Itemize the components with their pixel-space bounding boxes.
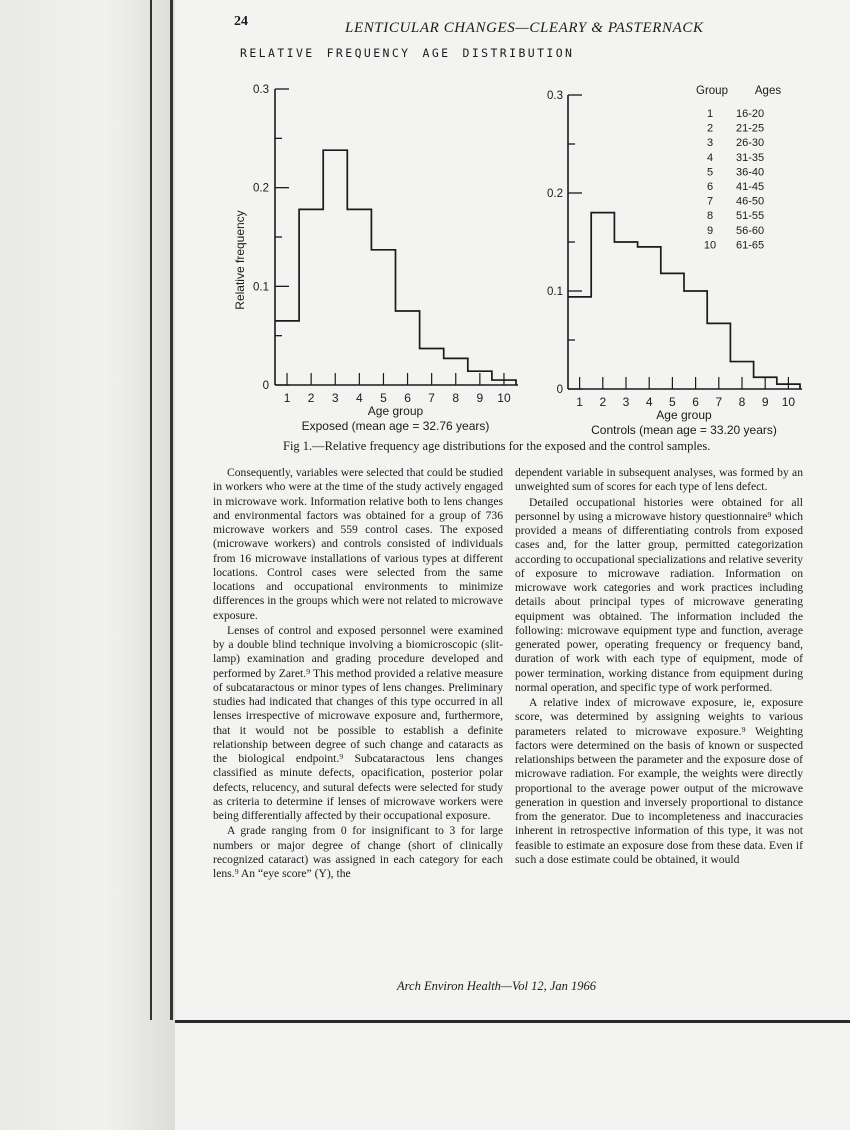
chart-sublabel: Exposed (mean age = 32.76 years) (301, 419, 490, 433)
y-tick-label: 0.3 (547, 90, 563, 102)
x-tick-label: 1 (576, 395, 583, 409)
paragraph: Detailed occupational histories were obtained for all personnel by using a microwave history questionnaire⁹ which provided a means of differentiating controls from exposed cases and, for the latter group, permitted categorization according to occupational specializations and relative severity of exposure to microwave radiation. Information on microwave work categories and work practices including details about principal types of microwave generating equipment was obtained. The information included the following: microwave equipment type and function, average generated power, operating frequency or frequency band, duration of work with each type of equipment, mode of power termination, working distance from equipment during normal operation, and specific type of work performed. (515, 495, 803, 694)
x-axis-label: Age group (367, 404, 424, 418)
legend-age-range: 46-50 (736, 195, 765, 208)
legend-group-number: 8 (706, 210, 714, 223)
chart-sublabel: Controls (mean age = 33.20 years) (591, 423, 777, 437)
histogram-bar (684, 291, 707, 389)
x-tick-label: 5 (380, 391, 387, 405)
x-tick-label: 7 (715, 395, 723, 409)
figure-1-charts (0, 0, 850, 460)
x-tick-label: 7 (428, 391, 435, 405)
figure-heading-word: DISTRIBUTION (462, 46, 575, 60)
legend-group-number: 9 (706, 224, 714, 237)
histogram-bar (323, 150, 347, 385)
x-tick-label: 2 (599, 395, 607, 409)
legend-age-range: 56-60 (736, 224, 765, 237)
x-tick-label: 5 (669, 395, 676, 409)
legend-header: Ages (754, 85, 782, 97)
legend-age-range: 16-20 (736, 108, 765, 120)
legend-age-range: 26-30 (736, 137, 765, 150)
legend-age-range: 36-40 (736, 166, 765, 179)
histogram-bar (347, 209, 371, 385)
paragraph: dependent variable in subsequent analyses, was formed by an unweighted sum of scores for each type of lens defect. (515, 466, 803, 494)
y-tick-label: 0 (556, 384, 563, 396)
legend-group-number: 4 (706, 151, 714, 164)
histogram-bar (614, 242, 637, 389)
page-number: 24 (234, 14, 248, 29)
figure-heading-word: AGE (422, 46, 451, 60)
figure-heading-word: RELATIVE (240, 46, 315, 60)
paragraph: A grade ranging from 0 for insignificant to 3 for large numbers or major degree of change (short of clinically recognized cataract) was assigned in each category for each lens.⁹ An “eye score” (Y), the (213, 824, 503, 880)
right-text-column (515, 466, 803, 867)
legend-group-number: 1 (706, 108, 714, 120)
running-head: LENTICULAR CHANGES—CLEARY & PASTERNACK (345, 20, 704, 36)
x-tick-label: 3 (331, 391, 339, 405)
x-tick-label: 8 (738, 395, 746, 409)
legend-group-number: 10 (703, 239, 717, 252)
journal-footer: Arch Environ Health—Vol 12, Jan 1966 (397, 979, 597, 993)
legend-age-range: 51-55 (736, 210, 765, 223)
y-axis-label: Relative frequency (233, 210, 247, 310)
left-text-column (213, 466, 503, 881)
y-tick-label: 0.2 (547, 188, 563, 200)
histogram-bar (568, 297, 591, 389)
figure-heading-word: FREQUENCY (326, 46, 411, 60)
histogram-bar (591, 213, 614, 389)
legend-group-number: 3 (706, 137, 714, 150)
paragraph: Consequently, variables were selected that could be studied in workers who were at the time of the study actively engaged in microwave work. Information relative both to lens changes and environmental factors was obtained for a group of 736 microwave workers and 559 control cases. The exposed (microwave workers) and controls consisted of individuals from 16 microwave installations of various types at different locations. Control cases were selected from the same locations and occupational environments to minimize differences in the groups which were not related to microwave exposure. (213, 466, 503, 622)
x-tick-label: 2 (307, 391, 315, 405)
legend-age-range: 31-35 (736, 151, 765, 164)
y-tick-label: 0.3 (253, 84, 269, 96)
x-tick-label: 10 (497, 391, 511, 405)
legend-group-number: 5 (706, 166, 714, 179)
x-tick-label: 1 (283, 391, 291, 405)
legend-header: Group (696, 85, 728, 97)
histogram-bar (299, 209, 323, 385)
x-tick-label: 8 (452, 391, 460, 405)
x-tick-label: 6 (404, 391, 411, 405)
x-tick-label: 6 (692, 395, 699, 409)
paragraph: Lenses of control and exposed personnel were examined by a double blind technique involving a biomicroscopic (slit-lamp) examination and grading procedure developed and performed by Zaret.⁹ This method provided a relative measure of subcataractous or minor types of lens changes. Preliminary studies had indicated that changes of this type occurred in all lenses irrespective of microwave exposure and, furthermore, that it would not be possible to establish a definite relationship between degree of such change and cataracts as the biological endpoint.⁹ Subcataractous lens changes classified as minute defects, opacification, posterior polar defects, relucency, and sutural defects were selected for study as criteria to determine if lenses of microwave workers were being differentially affected by their occupational exposure. (213, 623, 503, 822)
legend-group-number: 6 (706, 181, 714, 193)
legend-age-range: 61-65 (736, 239, 765, 252)
histogram-bar (638, 247, 661, 389)
x-tick-label: 9 (761, 395, 769, 409)
page-bottom-edge (175, 1020, 850, 1023)
legend-age-range: 21-25 (736, 122, 765, 135)
legend-group-number: 7 (706, 195, 714, 208)
histogram-bar (371, 250, 395, 385)
x-tick-label: 4 (645, 395, 653, 409)
x-tick-label: 10 (781, 395, 796, 409)
paragraph: A relative index of microwave exposure, ie, exposure score, was determined by assigning weights to various parameters related to microwave exposure.⁹ Weighting factors were determined on the basis of known or suspected relationships between the parameter and the exposure dose of microwave radiation. For example, the weights were directly proportional to the average power output of the microwave generation in question and inversely proportional to distance from the generator. Due to incompleteness and inaccuracies inherent in retrospective information of this type, it was not feasible to estimate an exposure dose from these data. Even if such a dose estimate could be obtained, it would (515, 696, 803, 866)
y-tick-label: 0.1 (547, 286, 563, 298)
figure-caption: Fig 1.—Relative frequency age distributions for the exposed and the control samples. (283, 439, 711, 453)
histogram-bar (661, 273, 684, 389)
y-tick-label: 0 (262, 380, 269, 392)
legend-group-number: 2 (706, 122, 714, 135)
x-axis-label: Age group (656, 408, 712, 422)
x-tick-label: 9 (476, 391, 484, 405)
legend-age-range: 41-45 (736, 181, 765, 193)
x-tick-label: 4 (356, 391, 363, 405)
y-tick-label: 0.1 (253, 281, 269, 294)
x-tick-label: 3 (622, 395, 630, 409)
y-tick-label: 0.2 (253, 182, 269, 195)
